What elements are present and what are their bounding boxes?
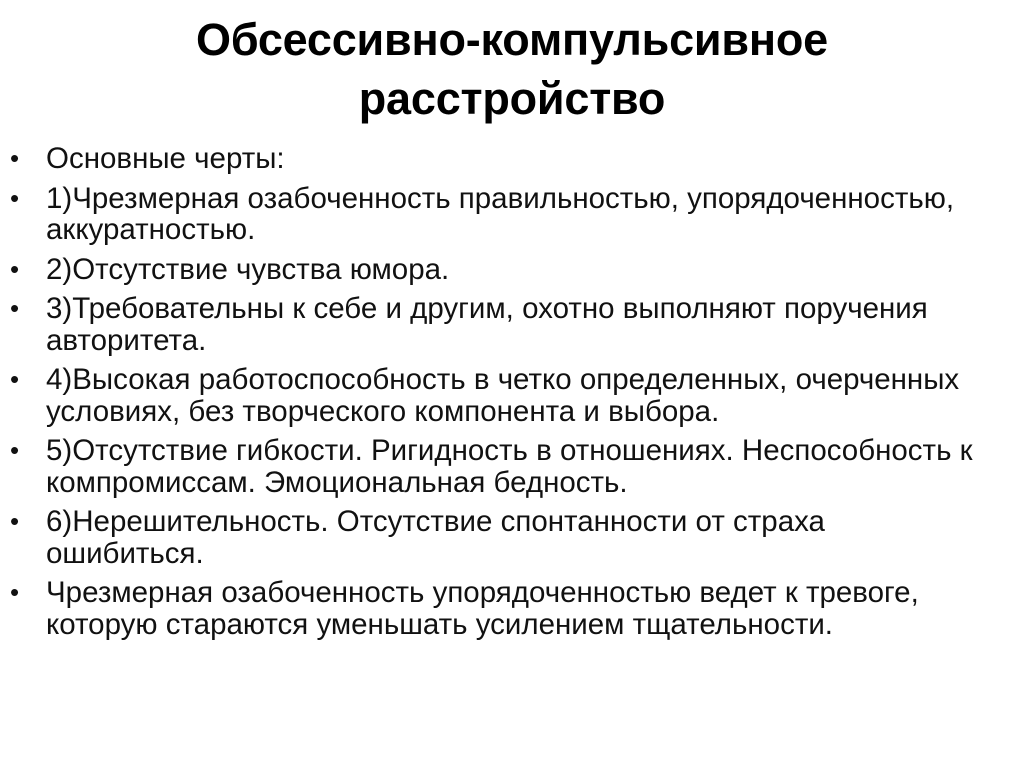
bullet-text: 3)Требовательны к себе и другим, охотно выполняют поручения авторитета. bbox=[46, 292, 928, 357]
bullet-item bbox=[0, 577, 1024, 640]
bullet-list bbox=[0, 143, 1024, 648]
slide-title-line-1: Обсессивно-компульсивное bbox=[196, 14, 828, 65]
bullet-text: Чрезмерная озабоченность упорядоченностью ведет к тревоге, которую стараются уменьшать усилением тщательности. bbox=[46, 576, 919, 641]
bullet-item bbox=[0, 435, 1024, 498]
slide-title-line-2: расстройство bbox=[358, 73, 666, 124]
bullet-text: 1)Чрезмерная озабоченность правильностью, упорядоченностью, аккуратностью. bbox=[46, 181, 955, 246]
bullet-dot-icon: • bbox=[10, 577, 20, 607]
bullet-dot-icon: • bbox=[10, 293, 20, 323]
bullet-text: Основные черты: bbox=[46, 142, 285, 175]
bullet-item bbox=[0, 254, 1024, 286]
bullet-dot-icon: • bbox=[10, 182, 20, 213]
bullet-item bbox=[0, 293, 1024, 356]
bullet-item bbox=[0, 364, 1024, 427]
bullet-dot-icon: • bbox=[10, 435, 20, 465]
bullet-dot-icon: • bbox=[10, 506, 20, 536]
bullet-item bbox=[0, 506, 1024, 569]
bullet-text: 5)Отсутствие гибкости. Ригидность в отношениях. Неспособность к компромиссам. Эмоциональная бедность. bbox=[46, 434, 973, 499]
bullet-item bbox=[0, 183, 1024, 246]
bullet-item bbox=[0, 143, 1024, 175]
bullet-text: 2)Отсутствие чувства юмора. bbox=[46, 252, 450, 286]
bullet-dot-icon: • bbox=[10, 143, 20, 173]
slide-title bbox=[0, 10, 1024, 128]
bullet-dot-icon: • bbox=[10, 253, 20, 284]
bullet-text: 4)Высокая работоспособность в четко определенных, очерченных условиях, без творческого компонента и выбора. bbox=[46, 363, 960, 428]
bullet-text: 6)Нерешительность. Отсутствие спонтанности от страха ошибиться. bbox=[46, 505, 825, 570]
bullet-dot-icon: • bbox=[10, 364, 20, 394]
